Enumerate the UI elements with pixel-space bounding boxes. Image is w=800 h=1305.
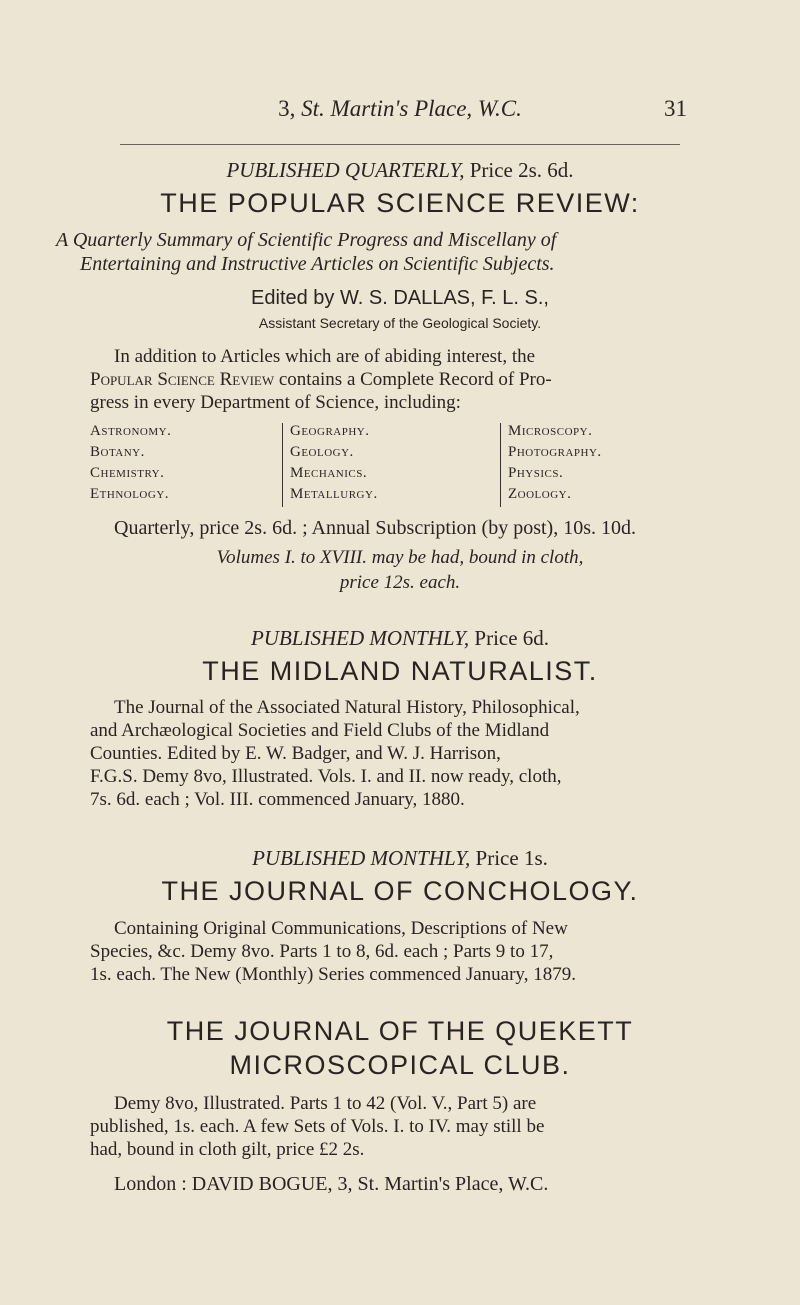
naturalist-line: Counties. Edited by E. W. Badger, and W. J. Harrison, <box>90 743 501 764</box>
review-title: THE POPULAR SCIENCE REVIEW: <box>160 188 640 218</box>
running-head-place: St. Martin's Place, W.C. <box>301 96 522 121</box>
header-rule <box>120 144 680 145</box>
subject-item: Microscopy. <box>508 423 593 439</box>
subject-item: Photography. <box>508 444 602 460</box>
column-divider <box>500 423 501 507</box>
subject-item: Astronomy. <box>90 423 172 439</box>
review-volumes-line-2: price 12s. each. <box>339 572 461 593</box>
conchology-publine <box>0 846 800 871</box>
naturalist-line: and Archæological Societies and Field Clubs of the Midland <box>90 720 550 741</box>
review-intro-line-1: In addition to Articles which are of abiding interest, the <box>114 346 536 367</box>
review-intro-line-2 <box>90 368 710 391</box>
quekett-title-line-2: MICROSCOPICAL CLUB. <box>229 1050 571 1080</box>
subjects-table <box>90 421 710 509</box>
subject-item: Physics. <box>508 465 564 481</box>
review-publine-text: PUBLISHED QUARTERLY, <box>226 158 465 182</box>
conchology-line: 1s. each. The New (Monthly) Series commenced January, 1879. <box>90 964 576 985</box>
subject-item: Mechanics. <box>290 465 368 481</box>
naturalist-line: F.G.S. Demy 8vo, Illustrated. Vols. I. and II. now ready, cloth, <box>90 766 562 787</box>
naturalist-publine <box>0 626 800 651</box>
naturalist-publine-text: PUBLISHED MONTHLY, <box>250 626 470 650</box>
review-editor-title: Assistant Secretary of the Geological Society. <box>258 315 542 331</box>
publisher-imprint: London : DAVID BOGUE, 3, St. Martin's Place, W.C. <box>114 1173 549 1195</box>
quekett-title-line-1: THE JOURNAL OF THE QUEKETT <box>166 1016 634 1046</box>
subjects-column-1 <box>90 421 171 505</box>
review-subtitle-line-1: A Quarterly Summary of Scientific Progress and Miscellany of <box>56 229 557 251</box>
subject-item: Zoology. <box>508 486 572 502</box>
quekett-line: published, 1s. each. A few Sets of Vols. I. to IV. may still be <box>90 1116 545 1137</box>
conchology-publine-text: PUBLISHED MONTHLY, <box>252 846 471 870</box>
subject-item: Metallurgy. <box>290 486 378 502</box>
subjects-column-2 <box>290 421 378 505</box>
running-head-number: 3, <box>278 96 296 121</box>
review-subscription: Quarterly, price 2s. 6d. ; Annual Subscription (by post), 10s. 10d. <box>114 517 636 539</box>
subject-item: Chemistry. <box>90 465 165 481</box>
conchology-line: Species, &c. Demy 8vo. Parts 1 to 8, 6d. each ; Parts 9 to 17, <box>90 941 554 962</box>
quekett-line: had, bound in cloth gilt, price £2 2s. <box>90 1139 365 1160</box>
subjects-column-3 <box>508 421 602 505</box>
page-number: 31 <box>664 96 687 121</box>
quekett-line: Demy 8vo, Illustrated. Parts 1 to 42 (Vol. V., Part 5) are <box>114 1093 537 1114</box>
review-intro-line-3: gress in every Department of Science, including: <box>90 392 461 413</box>
review-price: Price 2s. 6d. <box>469 158 574 182</box>
naturalist-line: 7s. 6d. each ; Vol. III. commenced January, 1880. <box>90 789 465 810</box>
conchology-line: Containing Original Communications, Descriptions of New <box>114 918 568 939</box>
review-editor: Edited by W. S. DALLAS, F. L. S., <box>251 287 549 309</box>
subject-item: Botany. <box>90 444 145 460</box>
subject-item: Geography. <box>290 423 370 439</box>
review-intro-name: Popular Science Review <box>90 369 275 390</box>
running-head <box>230 96 570 122</box>
subject-item: Geology. <box>290 444 354 460</box>
naturalist-title: THE MIDLAND NATURALIST. <box>202 656 598 686</box>
review-volumes-line-1: Volumes I. to XVIII. may be had, bound in cloth, <box>216 547 584 568</box>
review-publine <box>0 158 800 183</box>
conchology-title: THE JOURNAL OF CONCHOLOGY. <box>161 876 639 906</box>
conchology-price: Price 1s. <box>475 846 548 870</box>
review-subtitle-line-2: Entertaining and Instructive Articles on Scientific Subjects. <box>80 253 555 275</box>
column-divider <box>282 423 283 507</box>
subject-item: Ethnology. <box>90 486 170 502</box>
naturalist-price: Price 6d. <box>474 626 550 650</box>
review-intro-rest: contains a Complete Record of Pro- <box>274 369 552 390</box>
naturalist-line: The Journal of the Associated Natural History, Philosophical, <box>114 697 580 718</box>
